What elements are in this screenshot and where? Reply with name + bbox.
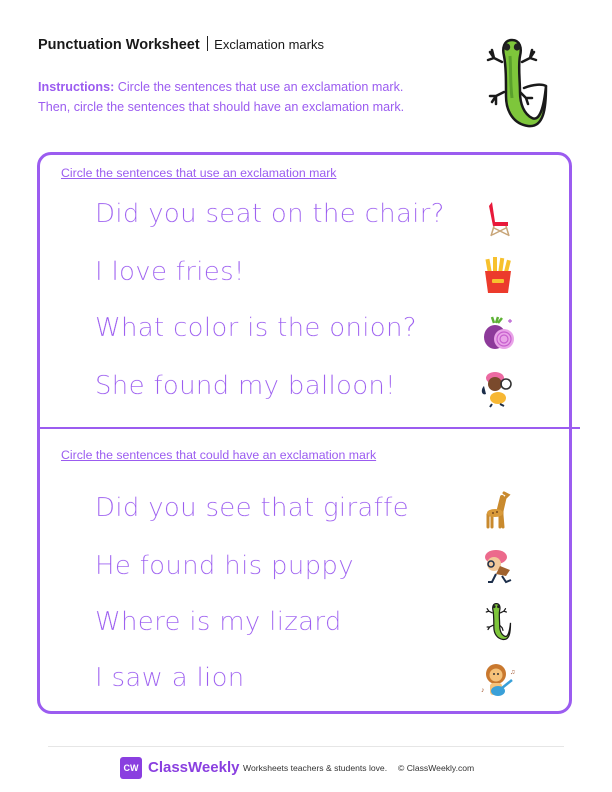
sentence-6[interactable]: He found his puppy	[95, 551, 354, 581]
sentence-8[interactable]: I saw a lion	[95, 663, 245, 693]
instructions-line-2: Then, circle the sentences that should have an exclamation mark.	[38, 100, 405, 114]
title-separator	[207, 36, 209, 51]
svg-text:♪: ♪	[481, 687, 485, 694]
instructions-line-1: Circle the sentences that use an exclamation mark.	[114, 80, 404, 94]
sentence-2[interactable]: I love fries!	[95, 257, 245, 287]
sentence-3[interactable]: What color is the onion?	[95, 313, 417, 343]
classweekly-brand: ClassWeekly	[148, 759, 240, 776]
lizard-icon	[478, 602, 518, 642]
classweekly-logo-mark: CW	[120, 757, 142, 779]
section-1-label: Circle the sentences that use an exclamation mark	[61, 166, 337, 180]
section-2-label: Circle the sentences that could have an exclamation mark	[61, 448, 377, 462]
page-title	[38, 36, 324, 53]
instructions	[38, 77, 404, 117]
footer-copyright: © ClassWeekly.com	[398, 763, 475, 773]
girl-magnifier-icon	[478, 368, 518, 408]
fries-icon	[478, 255, 518, 295]
boy-running-icon	[478, 546, 518, 586]
onion-icon	[478, 313, 518, 353]
footer-tagline: Worksheets teachers & students love.	[243, 763, 388, 773]
instructions-label: Instructions:	[38, 80, 115, 94]
section-divider	[37, 427, 580, 429]
sentence-7[interactable]: Where is my lizard	[95, 607, 342, 637]
chair-icon	[478, 198, 518, 238]
lion-guitar-icon	[478, 660, 518, 700]
worksheet-title: Punctuation Worksheet	[38, 37, 200, 53]
lizard-icon	[484, 36, 548, 132]
sentence-5[interactable]: Did you see that giraffe	[95, 493, 409, 523]
sentence-1[interactable]: Did you seat on the chair?	[95, 199, 445, 229]
worksheet-subtitle: Exclamation marks	[214, 37, 324, 52]
svg-text:♫: ♫	[510, 669, 516, 676]
sentence-4[interactable]: She found my balloon!	[95, 371, 396, 401]
footer-divider	[48, 746, 564, 747]
giraffe-icon	[478, 489, 518, 529]
